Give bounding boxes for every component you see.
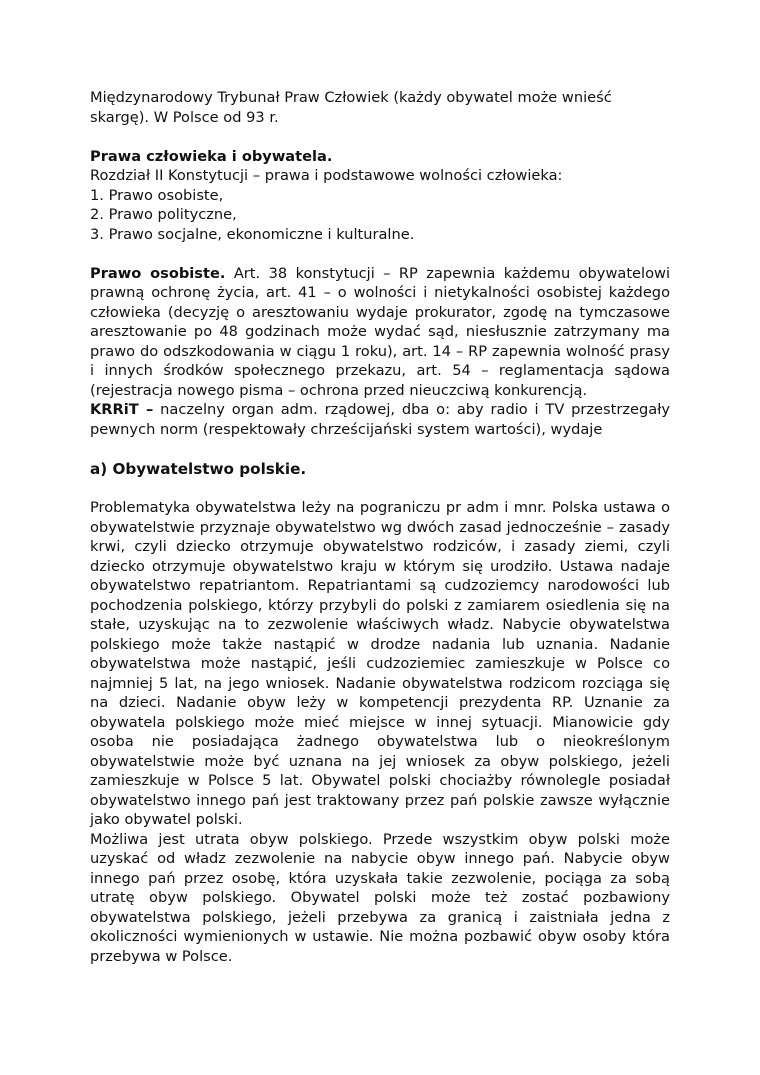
list-item: 3. Prawo socjalne, ekonomiczne i kulturalne. xyxy=(90,225,415,243)
list-item: 1. Prawo osobiste, xyxy=(90,186,224,204)
spacer xyxy=(90,479,670,499)
rights-heading: Prawa człowieka i obywatela. xyxy=(90,147,333,165)
intro-paragraph: Międzynarodowy Trybunał Praw Człowiek (każdy obywatel może wnieść skargę). W Polsce od 93 r. xyxy=(90,89,612,126)
personal-rights-paragraph xyxy=(90,264,670,401)
krrit-text: naczelny organ adm. rządowej, dba o: aby radio i TV przestrzegały pewnych norm (respektowały chrześcijański system wartości), wydaje xyxy=(90,401,670,438)
citizenship-heading: a) Obywatelstwo polskie. xyxy=(90,459,307,478)
citizenship-paragraph-2: Możliwa jest utrata obyw polskiego. Przede wszystkim obyw polski może uzyskać od władz zezwolenie na nabycie obyw innego pań. Nabycie obyw innego pań przez osobę, która uzyskała takie zezwolenie, pociąga za sobą utratę obyw polskiego. Obywatel polski może też zostać pozbawiony obywatelstwa polskiego, jeżeli przebywa za granicą i zaistniała jedna z okoliczności wymienionych w ustawie. Nie można pozbawić obyw osoby która przebywa w Polsce. xyxy=(90,830,670,965)
document-page xyxy=(90,88,670,966)
spacer xyxy=(90,244,670,264)
rights-list xyxy=(90,186,670,245)
krrit-term: KRRiT – xyxy=(90,401,154,418)
list-item: 2. Prawo polityczne, xyxy=(90,206,237,223)
personal-rights-term: Prawo osobiste. xyxy=(90,264,226,282)
rights-intro: Rozdział II Konstytucji – prawa i podstawowe wolności człowieka: xyxy=(90,167,563,184)
personal-rights-text: Art. 38 konstytucji – RP zapewnia każdemu obywatelowi prawną ochronę życia, art. 41 – o wolności i nietykalności osobistej każdego człowieka (decyzję o aresztowaniu wydaje prokurator, zgodę na tymczasowe aresztowanie po 48 godzinach może wydać sąd, niesłusznie zatrzymany ma prawo do odszkodowania w ciągu 1 roku), art. 14 – RP zapewnia wolność prasy i innych środków społecznego przekazu, art. 54 – reglamentacja sądowa (rejestracja nowego pisma – ochrona przed nieuczciwą konkurencją. xyxy=(90,264,670,399)
spacer xyxy=(90,439,670,459)
citizenship-paragraph-1: Problematyka obywatelstwa leży na pograniczu pr adm i mnr. Polska ustawa o obywatelstwie przyznaje obywatelstwo wg dwóch zasad jednocześnie – zasady krwi, czyli dziecko otrzymuje obywatelstwo rodziców, i zasady ziemi, czyli dziecko otrzymuje obywatelstwo kraju w którym się urodziło. Ustawa nadaje obywatelstwo repatriantom. Repatriantami są cudzoziemcy narodowości lub pochodzenia polskiego, którzy przybyli do polski z zamiarem osiedlenia się na stałe, uzyskując na to zezwolenie właściwych władz. Nabycie obywatelstwa polskiego może także nastąpić w drodze nadania lub uznania. Nadanie obywatelstwa może nastąpić, jeśli cudzoziemiec zamieszkuje w Polsce co najmniej 5 lat, na jego wniosek. Nadanie obywatelstwa rodzicom rozciąga się na dzieci. Nadanie obyw leży w kompetencji prezydenta RP. Uznanie za obywatela polskiego może mieć miejsce w innej sytuacji. Mianowicie gdy osoba nie posiadająca żadnego obywatelstwa lub o nieokreślonym obywatelstwie może być uznana na jej wniosek za obyw polskiego, jeżeli zamieszkuje w Polsce 5 lat. Obywatel polski chociażby równolegle posiadał obywatelstwo innego pań jest traktowany przez pań polskie zawsze wyłącznie jako obywatel polski. xyxy=(90,499,670,828)
spacer xyxy=(90,127,670,147)
krrit-paragraph xyxy=(90,400,670,439)
